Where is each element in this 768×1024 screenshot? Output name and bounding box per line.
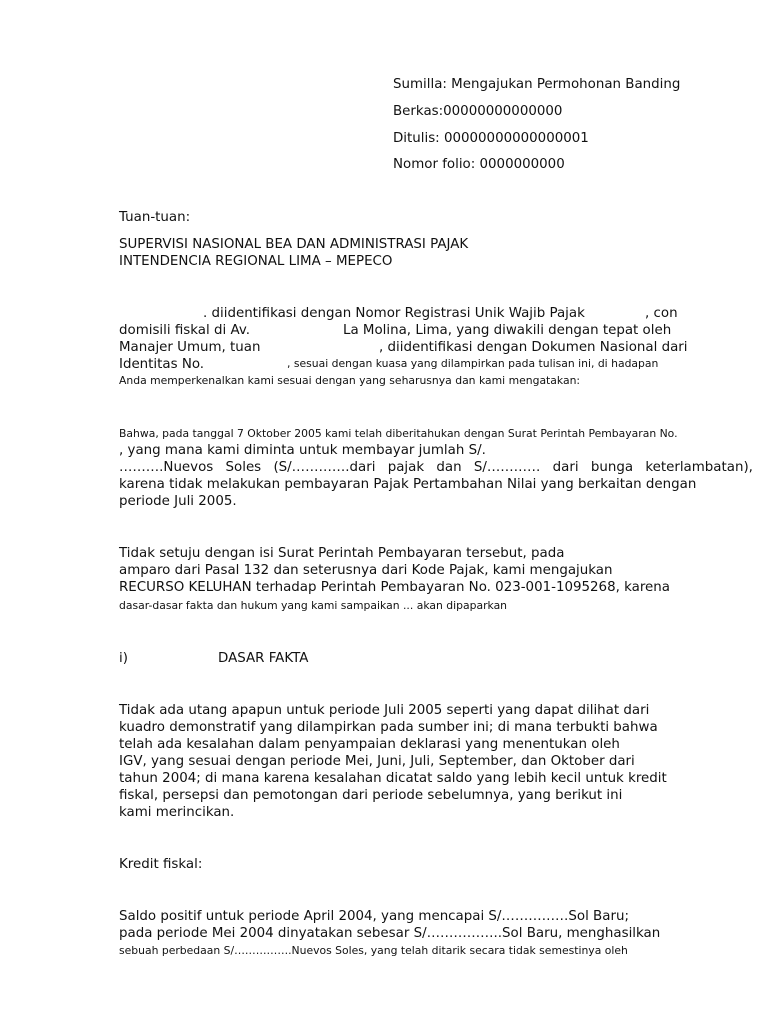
notice-word: bunga — [590, 460, 634, 475]
written-number-line: Ditulis: 00000000000000001 — [393, 131, 589, 146]
notice-word: pajak — [387, 460, 425, 475]
notice-line-2: , yang mana kami diminta untuk membayar jumlah S/. — [119, 443, 486, 458]
disagree-line-1: Tidak setuju dengan isi Surat Perintah Pembayaran tersebut, pada — [119, 546, 565, 561]
disagree-line-2: amparo dari Pasal 132 dan seterusnya dari Kode Pajak, kami mengajukan — [119, 563, 613, 578]
intro-line-4b: , sesuai dengan kuasa yang dilampirkan pada tulisan ini, di hadapan — [287, 357, 659, 370]
notice-word: keterlambatan), — [645, 460, 753, 475]
notice-line-1: Bahwa, pada tanggal 7 Oktober 2005 kami telah diberitahukan dengan Surat Perintah Pembayaran No. — [119, 427, 678, 440]
section-title: DASAR FAKTA — [218, 651, 309, 666]
intro-line-1a: . diidentifikasi dengan Nomor Registrasi Unik Wajib Pajak — [203, 306, 585, 321]
facts-line-7: kami merincikan. — [119, 805, 235, 820]
salutation: Tuan-tuan: — [119, 210, 191, 225]
intro-line-3a: Manajer Umum, tuan — [119, 340, 261, 355]
notice-word: S/………… — [473, 460, 541, 475]
facts-line-3: telah ada kesalahan dalam penyampaian deklarasi yang menentukan oleh — [119, 737, 620, 752]
balance-line-3: sebuah perbedaan S/…………….Nuevos Soles, yang telah ditarik secara tidak semestinya oleh — [119, 944, 628, 957]
intro-line-2b: La Molina, Lima, yang diwakili dengan tepat oleh — [343, 323, 672, 338]
facts-line-4: IGV, yang sesuai dengan periode Mei, Juni, Juli, September, dan Oktober dari — [119, 754, 635, 769]
intro-line-1b: , con — [645, 306, 678, 321]
notice-word: dari — [552, 460, 579, 475]
intro-line-2a: domisili fiskal di Av. — [119, 323, 250, 338]
summary-line: Sumilla: Mengajukan Permohonan Banding — [393, 77, 681, 92]
notice-word: dan — [436, 460, 462, 475]
notice-line-3 — [119, 459, 753, 476]
notice-word: Soles — [225, 460, 262, 475]
addressee-line-2: INTENDENCIA REGIONAL LIMA – MEPECO — [119, 254, 393, 269]
intro-line-5: Anda memperkenalkan kami sesuai dengan yang seharusnya dan kami mengatakan: — [119, 374, 581, 387]
facts-line-1: Tidak ada utang apapun untuk periode Juli 2005 seperti yang dapat dilihat dari — [119, 703, 650, 718]
facts-line-2: kuadro demonstratif yang dilampirkan pada sumber ini; di mana terbukti bahwa — [119, 720, 658, 735]
balance-line-1: Saldo positif untuk periode April 2004, yang mencapai S/……………Sol Baru; — [119, 909, 629, 924]
facts-line-6: fiskal, persepsi dan pemotongan dari periode sebelumnya, yang berikut ini — [119, 788, 623, 803]
folio-number-line: Nomor folio: 0000000000 — [393, 157, 565, 172]
facts-line-5: tahun 2004; di mana karena kesalahan dicatat saldo yang lebih kecil untuk kredit — [119, 771, 667, 786]
addressee-line-1: SUPERVISI NASIONAL BEA DAN ADMINISTRASI PAJAK — [119, 237, 469, 252]
notice-word: ……….Nuevos — [119, 460, 214, 475]
notice-line-5: periode Juli 2005. — [119, 494, 237, 509]
disagree-line-3: RECURSO KELUHAN terhadap Perintah Pembayaran No. 023-001-1095268, karena — [119, 580, 670, 595]
notice-word: (S/………….dari — [273, 460, 376, 475]
balance-line-2: pada periode Mei 2004 dinyatakan sebesar S/……………..Sol Baru, menghasilkan — [119, 926, 661, 941]
intro-line-3b: , diidentifikasi dengan Dokumen Nasional dari — [379, 340, 688, 355]
disagree-line-4: dasar-dasar fakta dan hukum yang kami sampaikan ... akan dipaparkan — [119, 599, 508, 612]
credit-heading: Kredit fiskal: — [119, 857, 203, 872]
intro-line-4a: Identitas No. — [119, 357, 205, 372]
section-number: i) — [119, 651, 128, 666]
notice-line-4: karena tidak melakukan pembayaran Pajak Pertambahan Nilai yang berkaitan dengan — [119, 477, 697, 492]
file-number-line: Berkas:00000000000000 — [393, 104, 563, 119]
